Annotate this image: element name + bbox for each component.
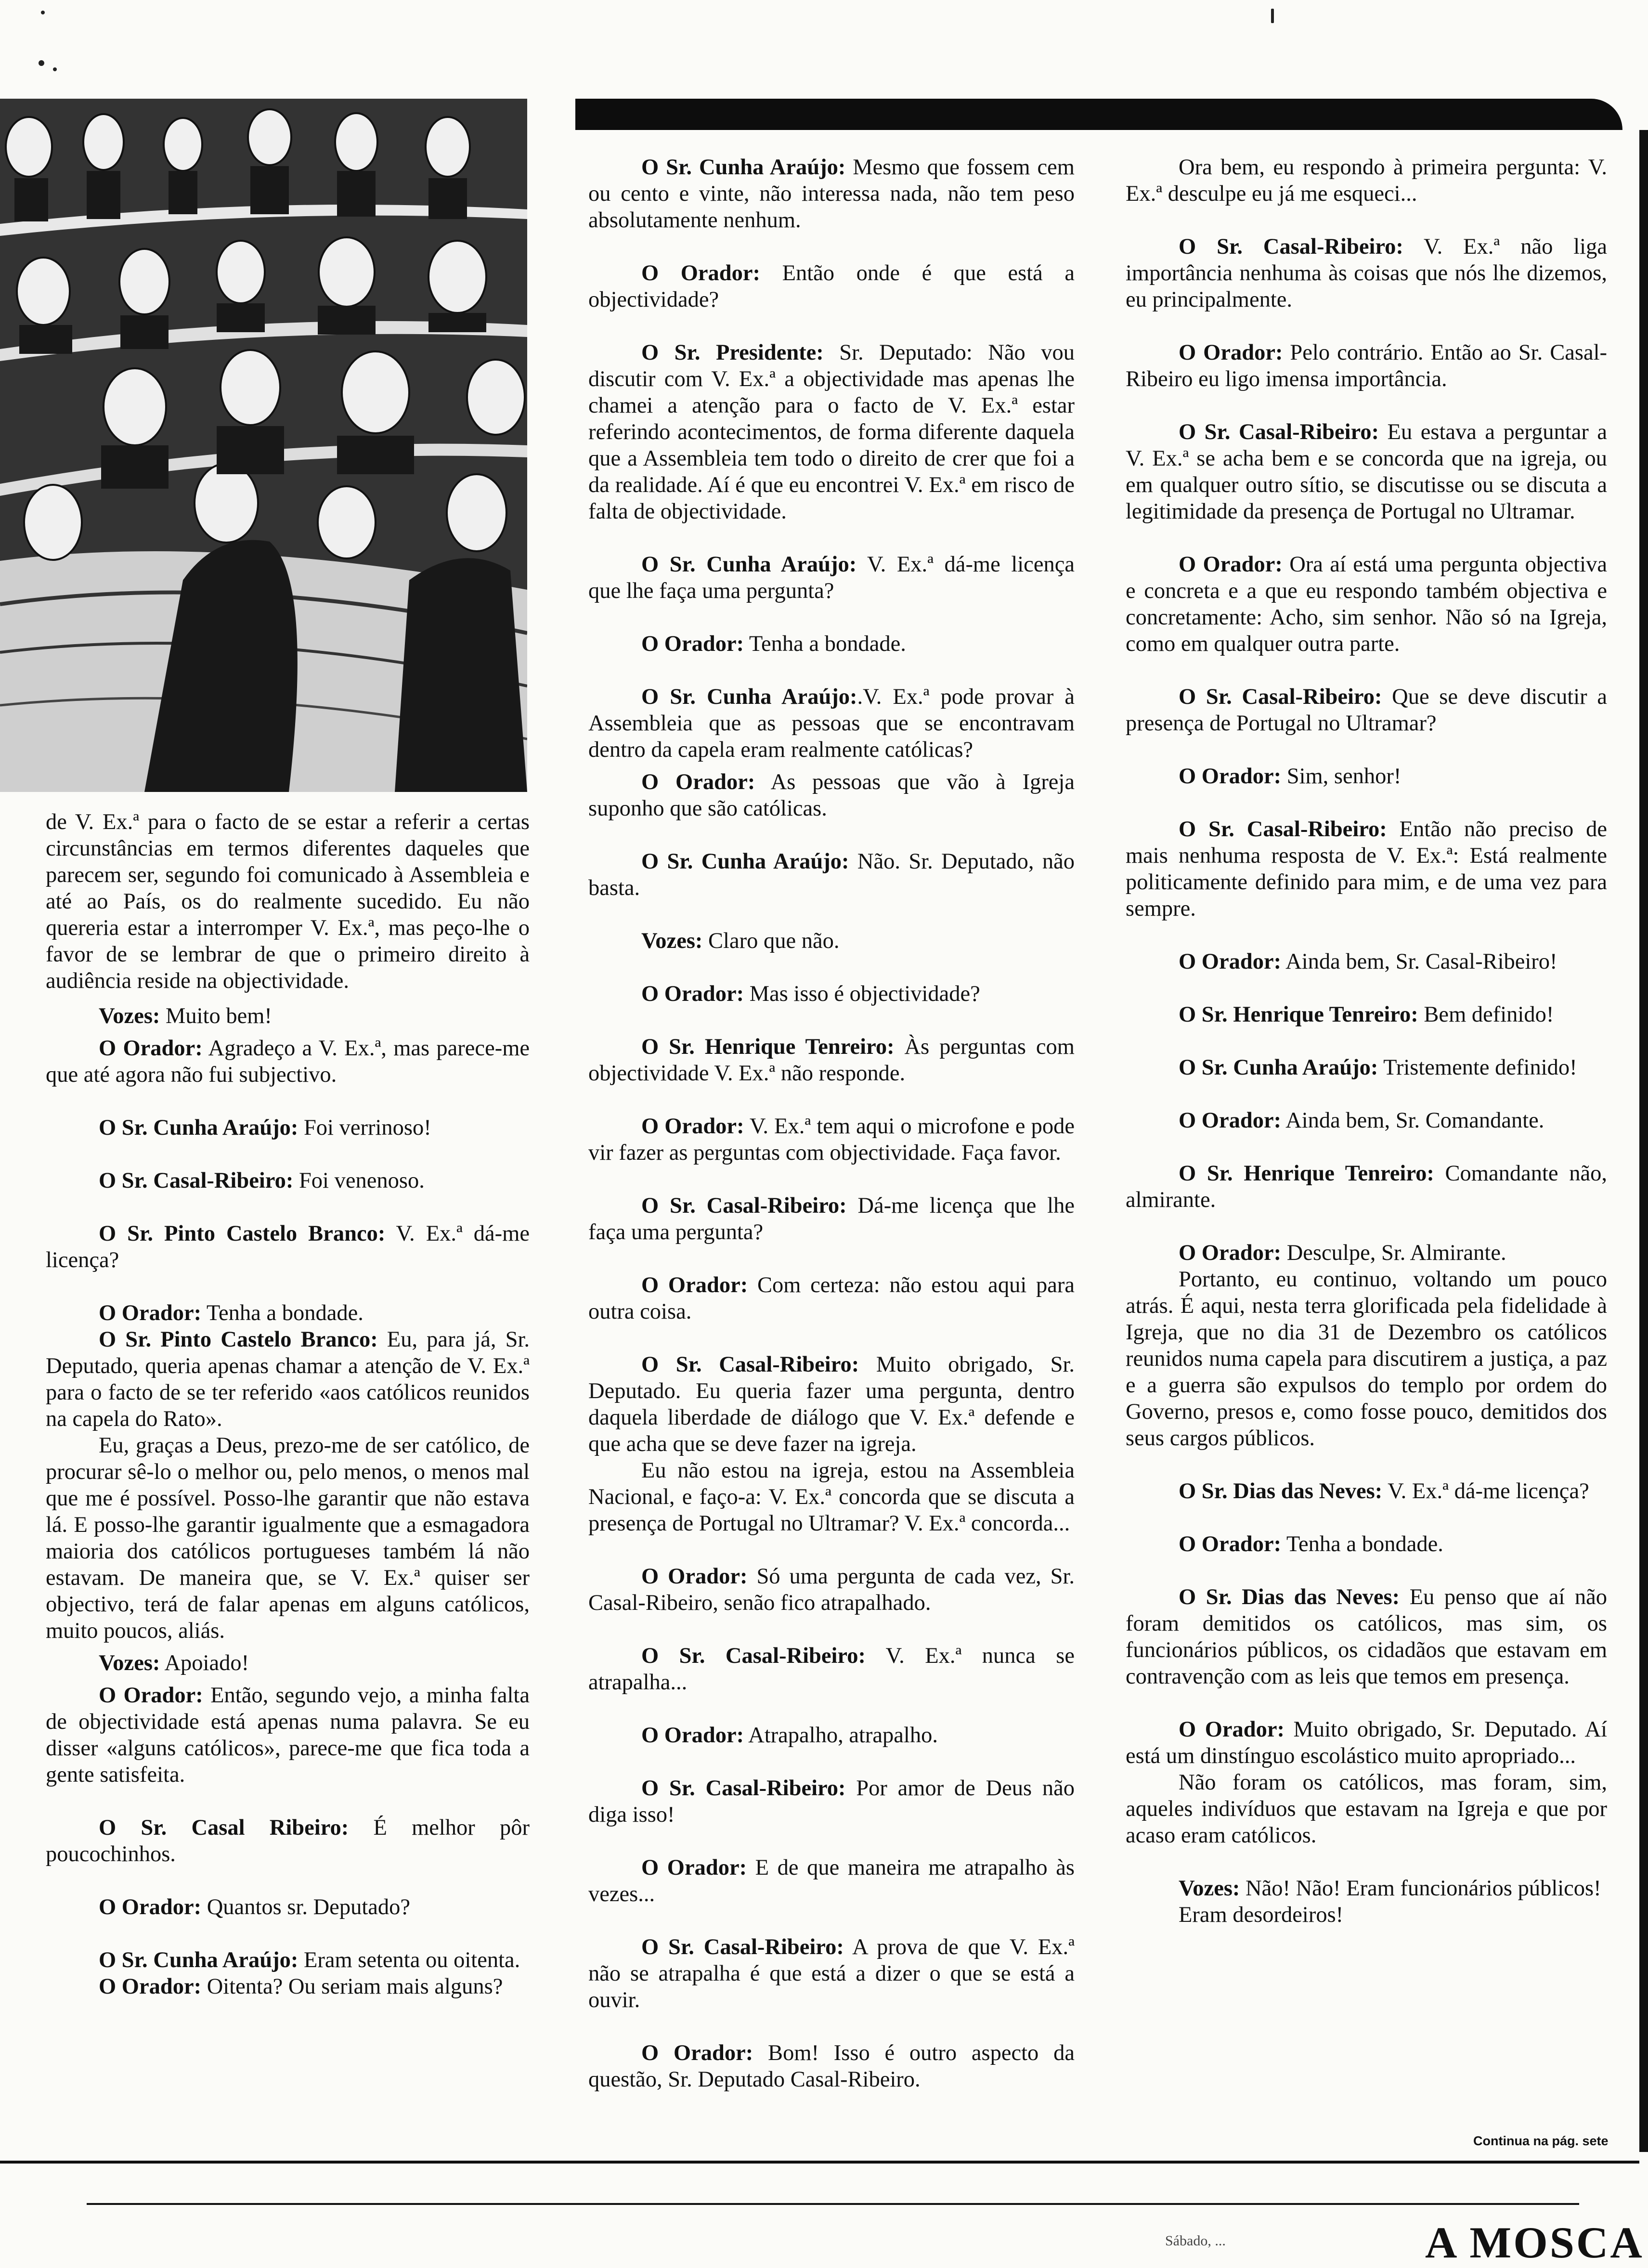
paragraph: O Orador: Ainda bem, Sr. Casal-Ribeiro! xyxy=(1179,949,1557,974)
speaker-label: O Orador: xyxy=(1179,340,1283,365)
speaker-label: O Orador: xyxy=(641,982,744,1006)
paragraph: O Orador: Oitenta? Ou seriam mais alguns? xyxy=(99,1974,503,1999)
speaker-label: Vozes: xyxy=(99,1651,160,1675)
paragraph: O Orador: Com certeza: não estou aqui para outra coisa. xyxy=(588,1273,1075,1324)
speaker-label: O Sr. Casal-Ribeiro: xyxy=(99,1168,294,1193)
paragraph: O Sr. Cunha Araújo: Tristemente definido! xyxy=(1179,1055,1577,1080)
speaker-label: O Sr. Pinto Castelo Branco: xyxy=(99,1221,386,1246)
speaker-label: O Orador: xyxy=(641,1723,744,1748)
speaker-label: O Sr. Cunha Araújo: xyxy=(641,155,846,180)
paragraph: O Orador: Só uma pergunta de cada vez, Sr. Casal-Ribeiro, senão fico atrapalhado. xyxy=(588,1564,1075,1615)
speaker-label: O Sr. Cunha Araújo: xyxy=(99,1115,298,1140)
speaker-label: O Sr. Casal-Ribeiro: xyxy=(641,1644,866,1668)
paragraph: O Sr. Casal-Ribeiro: Que se deve discutir a presença de Portugal no Ultramar? xyxy=(1126,685,1608,736)
paragraph: de V. Ex.ª para o facto de se estar a referir a certas circunstâncias em termos diferentes daqueles que parecem ser, segundo foi comunicado à Assembleia e até ao País, os do realmente sucedido. Eu não quereria estar a interromper V. Ex.ª, mas peço-lhe o favor de se lembrar de que o primeiro direito à audiência reside na objectividade. xyxy=(46,810,530,993)
paragraph: O Sr. Casal-Ribeiro: A prova de que V. Ex.ª não se atrapalha é que está a dizer o que se está a ouvir. xyxy=(588,1935,1075,2012)
paragraph: O Orador: Tenha a bondade. xyxy=(99,1301,363,1325)
speaker-label: O Sr. Casal-Ribeiro: xyxy=(641,1776,846,1801)
masthead-date: Sábado, ... xyxy=(1165,2233,1226,2249)
speaker-label: O Orador: xyxy=(641,1114,744,1139)
paragraph: Portanto, eu continuo, voltando um pouco atrás. É aqui, nesta terra glorificada pela fidelidade à Igreja, que no dia 31 de Dezembro os católicos reunidos numa capela para discutirem a justiça, a paz e a guerra são expulsos do templo por ordem do Governo, presos e, como fosse pouco, demitidos dos seus cargos públicos. xyxy=(1126,1267,1607,1451)
speaker-label: O Orador: xyxy=(641,1564,748,1589)
paragraph: O Orador: E de que maneira me atrapalho às vezes... xyxy=(588,1855,1075,1906)
paragraph: O Orador: As pessoas que vão à Igreja suponho que são católicas. xyxy=(588,770,1075,821)
speaker-label: O Sr. Henrique Tenreiro: xyxy=(1179,1002,1418,1027)
speaker-label: O Sr. Henrique Tenreiro: xyxy=(641,1035,895,1059)
paragraph: O Sr. Dias das Neves: V. Ex.ª dá-me licença? xyxy=(1179,1479,1589,1503)
print-speck xyxy=(39,60,44,66)
speaker-label: O Orador: xyxy=(641,261,761,285)
speaker-label: O Orador: xyxy=(1179,1717,1285,1742)
speaker-label: O Orador: xyxy=(641,770,755,794)
paragraph: Não foram os católicos, mas foram, sim, aqueles indivíduos que estavam na Igreja e que por acaso eram católicos. xyxy=(1126,1770,1607,1848)
print-speck xyxy=(41,11,45,14)
paragraph: O Sr. Casal-Ribeiro: Dá-me licença que lhe faça uma pergunta? xyxy=(588,1193,1075,1244)
paragraph: O Orador: Muito obrigado, Sr. Deputado. Aí está um dinstínguo escolástico muito apropriado... xyxy=(1126,1717,1607,1768)
speaker-label: O Orador: xyxy=(641,1273,748,1297)
speaker-label: O Sr. Dias das Neves: xyxy=(1179,1585,1400,1609)
speaker-label: O Sr. Casal-Ribeiro: xyxy=(641,1935,844,1959)
speaker-label: O Sr. Cunha Araújo: xyxy=(641,685,857,709)
speaker-label: O Sr. Casal-Ribeiro: xyxy=(1179,234,1403,259)
paragraph: O Orador: Ora aí está uma pergunta objectiva e concreta e a que eu respondo também objectiva e concretamente: Acho, sim senhor. Não só na Igreja, como em qualquer outra parte. xyxy=(1126,552,1607,656)
caricature-illustration xyxy=(0,99,527,792)
paragraph: Eram desordeiros! xyxy=(1179,1903,1344,1927)
speaker-label: O Orador: xyxy=(1179,1241,1282,1265)
paragraph: O Sr. Presidente: Sr. Deputado: Não vou discutir com V. Ex.ª a objectividade mas apenas lhe chamei a atenção para o facto de V. Ex.ª estar referindo acontecimentos, de forma diferente daquela que a Assembleia tem todo o direito de crer que foi a da realidade. Aí é que eu encontrei V. Ex.ª em risco de falta de objectividade. xyxy=(588,340,1075,524)
paragraph: O Orador: Pelo contrário. Então ao Sr. Casal-Ribeiro eu ligo imensa importância. xyxy=(1126,340,1607,391)
paragraph: O Orador: Atrapalho, atrapalho. xyxy=(641,1723,938,1748)
speaker-label: O Orador: xyxy=(99,1974,202,1999)
paragraph: O Sr. Cunha Araújo: Não. Sr. Deputado, não basta. xyxy=(588,849,1075,900)
paragraph: O Sr. Casal-Ribeiro: Por amor de Deus não diga isso! xyxy=(588,1776,1075,1827)
speaker-label: O Orador: xyxy=(641,1855,747,1880)
masthead-title: A MOSCA xyxy=(1425,2218,1644,2267)
speaker-label: O Sr. Dias das Neves: xyxy=(1179,1479,1383,1503)
paragraph: O Orador: Bom! Isso é outro aspecto da questão, Sr. Deputado Casal-Ribeiro. xyxy=(588,2041,1075,2092)
speaker-label: O Sr. Presidente: xyxy=(641,340,824,365)
speaker-label: O Orador: xyxy=(1179,1108,1282,1133)
paragraph: O Sr. Casal-Ribeiro: Foi venenoso. xyxy=(99,1168,425,1193)
print-speck xyxy=(1271,9,1274,23)
paragraph: O Orador: Quantos sr. Deputado? xyxy=(99,1895,411,1919)
column-3 xyxy=(1126,154,1607,1928)
speaker-label: O Orador: xyxy=(99,1301,202,1325)
column-1 xyxy=(46,809,530,2000)
paragraph: Vozes: Apoiado! xyxy=(99,1651,249,1675)
paragraph: O Sr. Casal-Ribeiro: V. Ex.ª nunca se atrapalha... xyxy=(588,1644,1075,1695)
paragraph: O Sr. Cunha Araújo:.V. Ex.ª pode provar à Assembleia que as pessoas que se encontravam dentro da capela eram realmente católicas? xyxy=(588,685,1075,762)
paragraph: Vozes: Claro que não. xyxy=(641,929,840,953)
paragraph: O Sr. Casal-Ribeiro: Muito obrigado, Sr. Deputado. Eu queria fazer uma pergunta, dentro daquela liberdade de diálogo que V. Ex.ª defende e que acha que se deve fazer na igreja. xyxy=(588,1352,1075,1456)
paragraph: O Orador: V. Ex.ª tem aqui o microfone e pode vir fazer as perguntas com objectividade. Faça favor. xyxy=(588,1114,1075,1165)
paragraph: O Orador: Então onde é que está a objectividade? xyxy=(588,261,1075,312)
speaker-label: O Sr. Henrique Tenreiro: xyxy=(1179,1161,1434,1186)
paragraph: O Orador: Tenha a bondade. xyxy=(641,632,906,656)
paragraph: O Sr. Henrique Tenreiro: Às perguntas com objectividade V. Ex.ª não responde. xyxy=(588,1035,1075,1086)
paragraph: O Sr. Casal-Ribeiro: Então não preciso de mais nenhuma resposta de V. Ex.ª: Está realmente politicamente definido para mim, e de uma vez para sempre. xyxy=(1126,817,1607,921)
speaker-label: O Sr. Cunha Araújo: xyxy=(99,1948,298,1972)
print-speck xyxy=(53,67,57,71)
column-2 xyxy=(588,154,1075,2119)
speaker-label: O Sr. Casal-Ribeiro: xyxy=(1179,420,1379,444)
paragraph: O Sr. Pinto Castelo Branco: Eu, para já, Sr. Deputado, queria apenas chamar a atenção de V. Ex.ª para o facto de se ter referido «aos católicos reunidos na capela do Rato». xyxy=(46,1327,530,1431)
paragraph: O Sr. Dias das Neves: Eu penso que aí não foram demitidos os católicos, mas sim, os funcionários públicos, os cidadãos que estavam em contravenção com as leis que temos em presença. xyxy=(1126,1585,1607,1689)
paragraph: O Sr. Casal-Ribeiro: Eu estava a perguntar a V. Ex.ª se acha bem e se concorda que na igreja, ou em qualquer outro sítio, se discutisse ou se discuta a legitimidade da presença de Portugal no Ultramar. xyxy=(1126,420,1607,524)
header-black-bar xyxy=(575,99,1622,130)
paragraph: Vozes: Não! Não! Eram funcionários públicos! xyxy=(1179,1876,1601,1901)
speaker-label: O Orador: xyxy=(1179,949,1282,974)
paragraph: O Sr. Henrique Tenreiro: Bem definido! xyxy=(1179,1002,1554,1027)
speaker-label: O Orador: xyxy=(99,1683,203,1708)
paragraph: O Orador: Tenha a bondade. xyxy=(1179,1532,1443,1556)
continued-note: Continua na pág. sete xyxy=(1473,2134,1609,2148)
paragraph: Vozes: Muito bem! xyxy=(99,1004,272,1028)
paragraph: O Orador: Mas isso é objectividade? xyxy=(641,982,980,1006)
speaker-label: O Orador: xyxy=(1179,764,1282,789)
speaker-label: O Sr. Cunha Araújo: xyxy=(641,552,857,577)
footer-rule-thin xyxy=(87,2203,1579,2205)
speaker-label: O Sr. Pinto Castelo Branco: xyxy=(99,1327,378,1352)
paragraph: O Sr. Cunha Araújo: Mesmo que fossem cem ou cento e vinte, não interessa nada, não tem peso absolutamente nenhum. xyxy=(588,155,1075,233)
footer-rule xyxy=(0,2161,1639,2164)
speaker-label: O Sr. Cunha Araújo: xyxy=(641,849,849,874)
speaker-label: O Sr. Casal Ribeiro: xyxy=(99,1815,349,1840)
paragraph: Ora bem, eu respondo à primeira pergunta: V. Ex.ª desculpe eu já me esqueci... xyxy=(1126,155,1607,206)
speaker-label: O Orador: xyxy=(641,632,744,656)
paragraph: Eu não estou na igreja, estou na Assembleia Nacional, e faço-a: V. Ex.ª concorda que se discuta a presença de Portugal no Ultramar? V. Ex.ª concorda... xyxy=(588,1458,1075,1536)
speaker-label: Vozes: xyxy=(1179,1876,1240,1901)
page-edge-rule xyxy=(1639,130,1648,2152)
speaker-label: O Sr. Casal-Ribeiro: xyxy=(1179,685,1382,709)
speaker-label: Vozes: xyxy=(641,929,703,953)
speaker-label: O Orador: xyxy=(1179,552,1283,577)
paragraph: O Sr. Cunha Araújo: Eram setenta ou oitenta. xyxy=(99,1948,520,1972)
speaker-label: O Sr. Cunha Araújo: xyxy=(1179,1055,1378,1080)
paragraph: O Sr. Cunha Araújo: V. Ex.ª dá-me licença que lhe faça uma pergunta? xyxy=(588,552,1075,603)
paragraph: Eu, graças a Deus, prezo-me de ser católico, de procurar sê-lo o melhor ou, pelo menos, o menos mal que me é possível. Posso-lhe garantir que não estava lá. E posso-lhe garantir igualmente que a esmagadora maioria dos católicos portugueses também lá não estavam. De maneira que, se V. Ex.ª quiser ser objectivo, terá de falar apenas em alguns católicos, muito poucos, aliás. xyxy=(46,1433,530,1643)
paragraph: O Orador: Agradeço a V. Ex.ª, mas parece-me que até agora não fui subjectivo. xyxy=(46,1036,530,1087)
paragraph: O Sr. Pinto Castelo Branco: V. Ex.ª dá-me licença? xyxy=(46,1221,530,1272)
paragraph: O Sr. Cunha Araújo: Foi verrinoso! xyxy=(99,1115,431,1140)
paragraph: O Sr. Casal-Ribeiro: V. Ex.ª não liga importância nenhuma às coisas que nós lhe dizemos, eu principalmente. xyxy=(1126,234,1607,312)
speaker-label: O Orador: xyxy=(99,1895,202,1919)
speaker-label: O Sr. Casal-Ribeiro: xyxy=(1179,817,1387,842)
paragraph: O Sr. Henrique Tenreiro: Comandante não, almirante. xyxy=(1126,1161,1607,1212)
paragraph: O Orador: Desculpe, Sr. Almirante. xyxy=(1179,1241,1506,1265)
paragraph: O Orador: Então, segundo vejo, a minha falta de objectividade está apenas numa palavra. Se eu disser «alguns católicos», parece-me que fica toda a gente satisfeita. xyxy=(46,1683,530,1787)
speaker-label: O Sr. Casal-Ribeiro: xyxy=(641,1352,859,1377)
speaker-label: O Orador: xyxy=(641,2041,753,2065)
speaker-label: Vozes: xyxy=(99,1004,160,1028)
paragraph: O Sr. Casal Ribeiro: É melhor pôr poucochinhos. xyxy=(46,1815,530,1866)
paragraph: O Orador: Ainda bem, Sr. Comandante. xyxy=(1179,1108,1544,1133)
paragraph: O Orador: Sim, senhor! xyxy=(1179,764,1401,789)
speaker-label: O Orador: xyxy=(99,1036,203,1061)
speaker-label: O Sr. Casal-Ribeiro: xyxy=(641,1193,847,1218)
speaker-label: O Orador: xyxy=(1179,1532,1282,1556)
